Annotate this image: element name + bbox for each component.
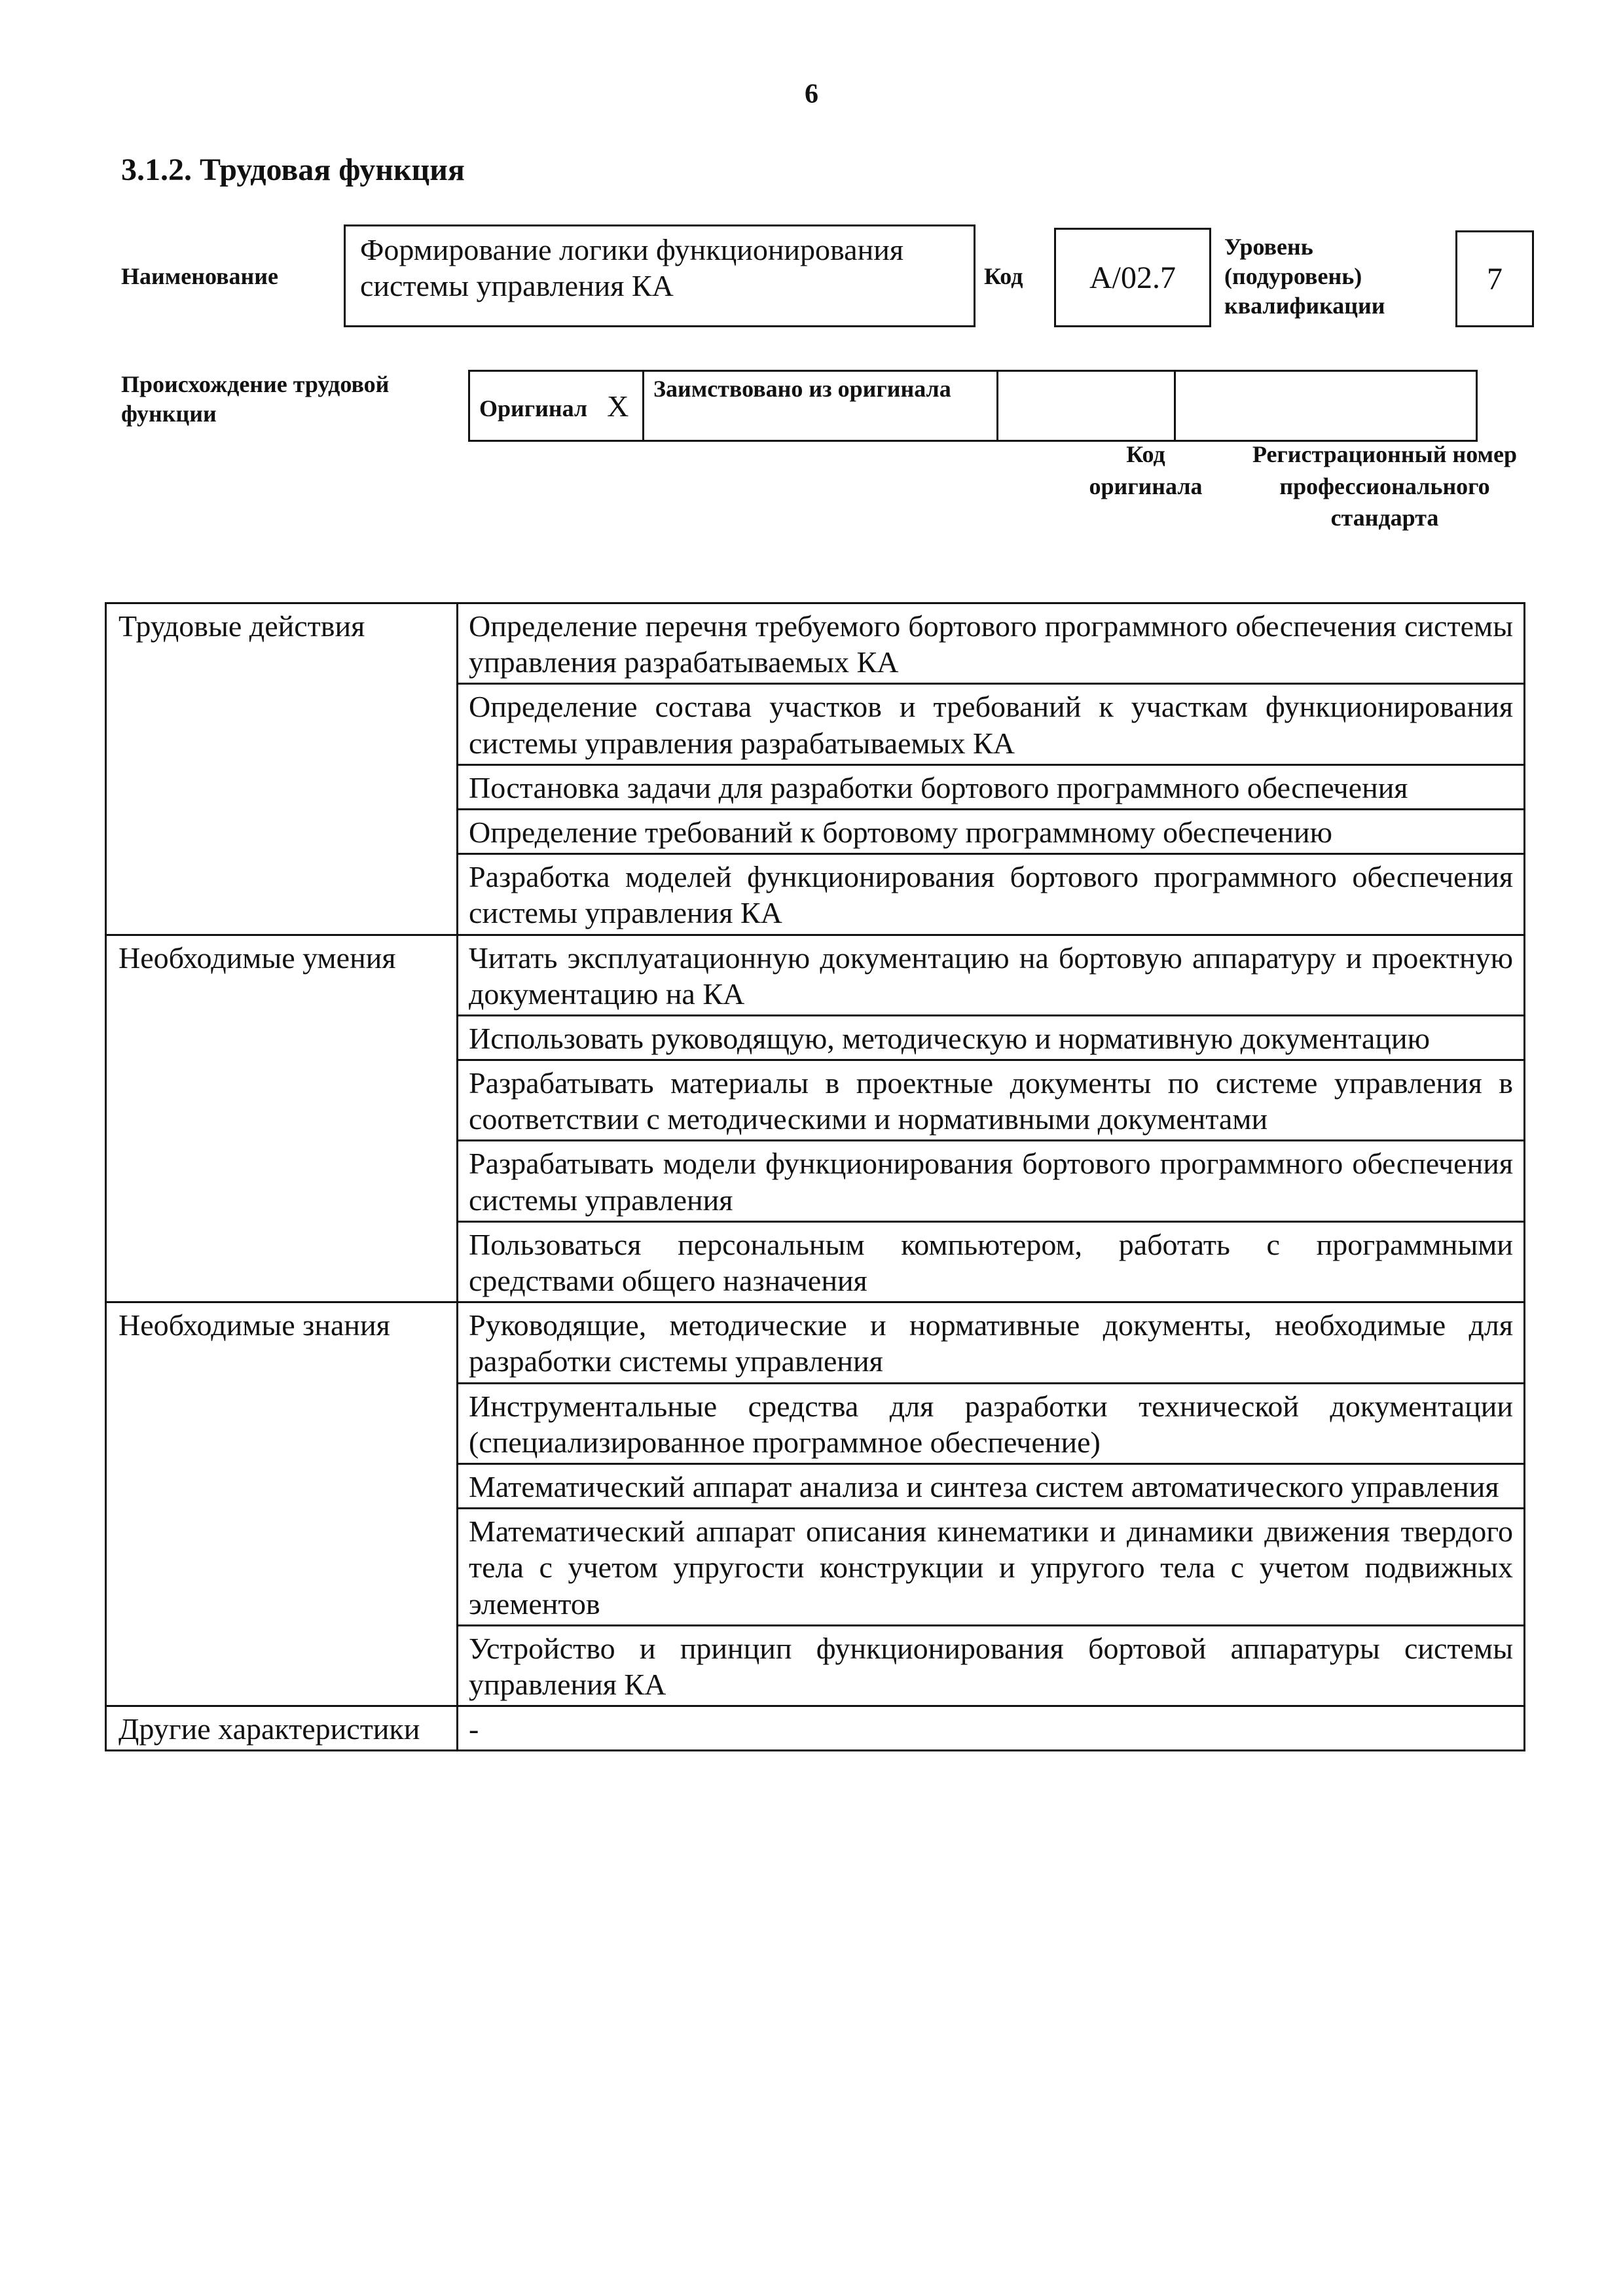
code-value: А/02.7 bbox=[1089, 260, 1176, 295]
table-row bbox=[106, 603, 1525, 684]
action-item: Разработка моделей функционирования бортового программного обеспечения системы управления КА bbox=[458, 854, 1525, 935]
action-item: Определение перечня требуемого бортового программного обеспечения системы управления разрабатываемых КА bbox=[458, 603, 1525, 684]
category-other: Другие характеристики bbox=[106, 1706, 458, 1751]
origin-original-cell bbox=[469, 371, 644, 441]
table-row bbox=[106, 935, 1525, 1015]
reg-number-label: Регистрационный номер профессионального стандарта bbox=[1252, 441, 1518, 531]
other-value: - bbox=[458, 1706, 1525, 1751]
name-value-box: Формирование логики функционирования системы управления КА bbox=[344, 224, 976, 327]
level-label: Уровень (подуровень) квалификации bbox=[1224, 234, 1385, 319]
section-title: 3.1.2. Трудовая функция bbox=[121, 152, 465, 187]
original-label: Оригинал bbox=[479, 395, 588, 422]
name-label: Наименование bbox=[121, 263, 278, 289]
level-value: 7 bbox=[1487, 261, 1503, 296]
original-code-cell bbox=[998, 371, 1175, 441]
knowledge-item: Устройство и принцип функционирования бортовой аппаратуры системы управления КА bbox=[458, 1625, 1525, 1706]
skill-item: Пользоваться персональным компьютером, работать с программными средствами общего назначения bbox=[458, 1221, 1525, 1302]
category-knowledge: Необходимые знания bbox=[106, 1302, 458, 1706]
origin-label: Происхождение трудовой функции bbox=[121, 371, 390, 427]
skill-item: Разрабатывать модели функционирования бортового программного обеспечения системы управления bbox=[458, 1141, 1525, 1221]
table-row bbox=[106, 1302, 1525, 1383]
code-label: Код bbox=[984, 263, 1023, 289]
knowledge-item: Инструментальные средства для разработки технической документации (специализированное программное обеспечение) bbox=[458, 1383, 1525, 1463]
level-value-box bbox=[1455, 230, 1534, 327]
skill-item: Разрабатывать материалы в проектные документы по системе управления в соответствии с методическими и нормативными документами bbox=[458, 1060, 1525, 1141]
action-item: Определение состава участков и требований к участкам функционирования системы управления разрабатываемых КА bbox=[458, 684, 1525, 764]
code-value-box bbox=[1054, 228, 1211, 327]
category-skills: Необходимые умения bbox=[106, 935, 458, 1302]
knowledge-item: Математический аппарат анализа и синтеза систем автоматического управления bbox=[458, 1463, 1525, 1508]
page-number: 6 bbox=[805, 79, 818, 109]
skill-item: Использовать руководящую, методическую и нормативную документацию bbox=[458, 1015, 1525, 1060]
category-actions: Трудовые действия bbox=[106, 603, 458, 935]
action-item: Постановка задачи для разработки бортового программного обеспечения bbox=[458, 764, 1525, 809]
action-item: Определение требований к бортовому программному обеспечению bbox=[458, 809, 1525, 853]
table-row bbox=[106, 1706, 1525, 1751]
original-code-label: Код оригинала bbox=[1089, 441, 1203, 499]
skill-item: Читать эксплуатационную документацию на бортовую аппаратуру и проектную документацию на КА bbox=[458, 935, 1525, 1015]
borrowed-label: Заимствовано из оригинала bbox=[644, 371, 998, 441]
reg-number-cell bbox=[1175, 371, 1477, 441]
origin-table bbox=[468, 370, 1478, 442]
function-details-table bbox=[105, 602, 1525, 1751]
original-mark: X bbox=[607, 389, 629, 423]
knowledge-item: Математический аппарат описания кинематики и динамики движения твердого тела с учетом упругости конструкции и упругого тела с учетом подвижных элементов bbox=[458, 1509, 1525, 1626]
knowledge-item: Руководящие, методические и нормативные документы, необходимые для разработки системы управления bbox=[458, 1302, 1525, 1383]
